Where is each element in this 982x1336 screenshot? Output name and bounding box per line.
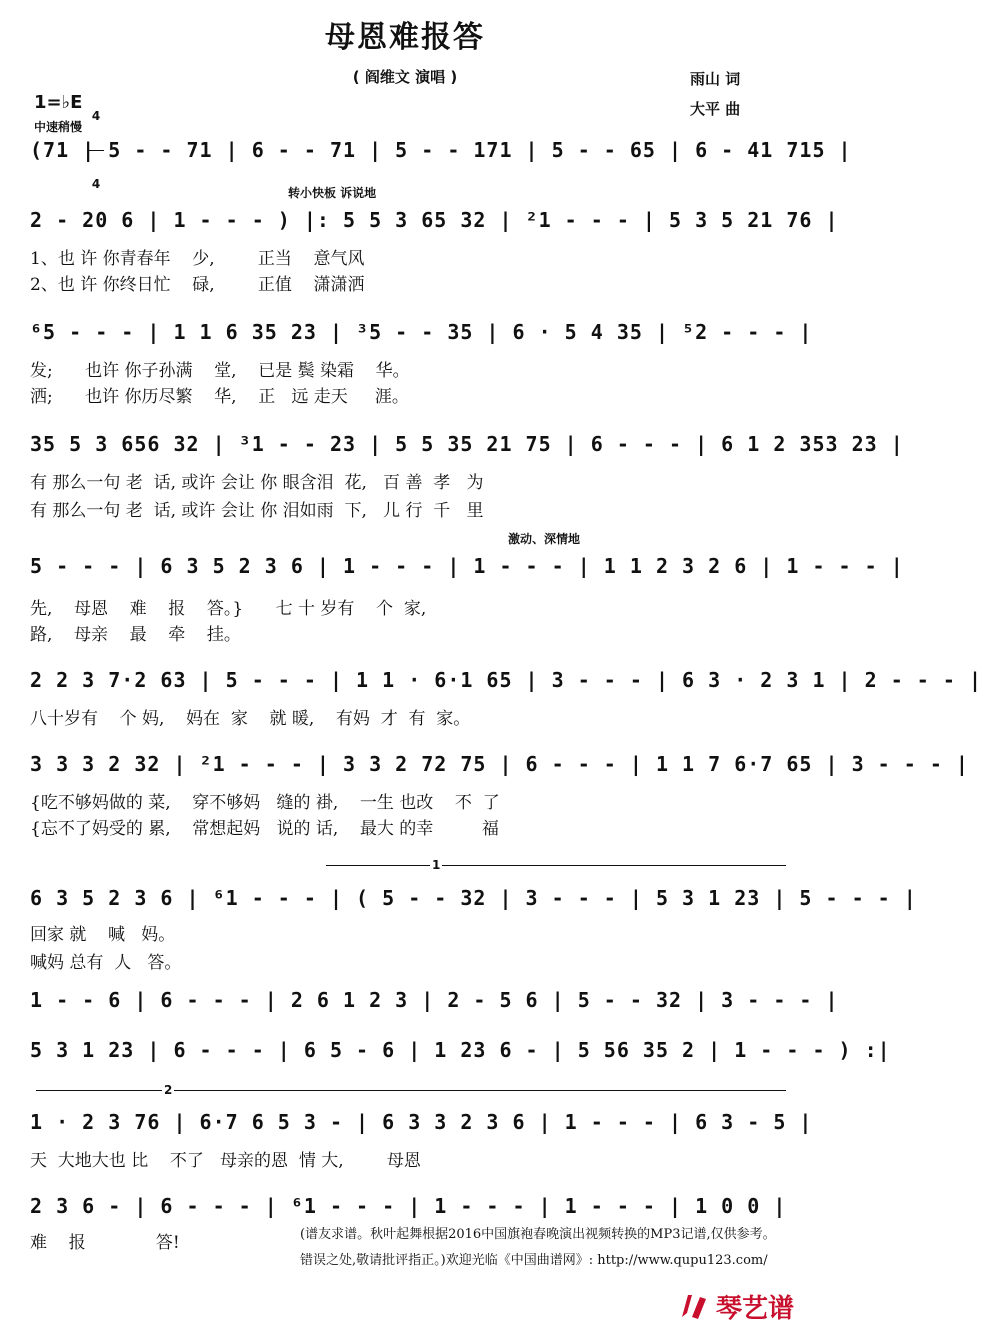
notation-row: 5 3 1 23 | 6 - - - | 6 5 - 6 | 1 23 6 - | 5 56 35 2 | 1 - - - ) :| bbox=[30, 1038, 891, 1062]
tempo-mark: 中速稍慢 bbox=[34, 120, 83, 134]
key-signature: 1=♭E bbox=[34, 92, 83, 113]
lyric-line: 2、也 许 你终日忙 碌, 正值 潇潇洒 bbox=[30, 275, 365, 295]
notation-row: 6 3 5 2 3 6 | ⁶1 - - - | ( 5 - - 32 | 3 - - - | 5 3 1 23 | 5 - - - | bbox=[30, 886, 917, 910]
notation-row: 2 - 20 6 | 1 - - - ) |: 5 5 3 65 32 | ²1 - - - | 5 3 5 21 76 | bbox=[30, 208, 839, 232]
volta-bracket-1 bbox=[326, 865, 786, 866]
song-title: 母恩难报答 bbox=[325, 20, 485, 55]
brand-name: 琴艺谱 bbox=[715, 1293, 794, 1324]
notation-row: 2 2 3 7·2 63 | 5 - - - | 1 1 · 6·1 65 | 3 - - - | 6 3 · 2 3 1 | 2 - - - | bbox=[30, 668, 982, 692]
meter-bottom: 4 bbox=[91, 177, 101, 191]
notation-row: 35 5 3 656 32 | ³1 - - 23 | 5 5 35 21 75 | 6 - - - | 6 1 2 353 23 | bbox=[30, 432, 904, 456]
lyric-line: 天 大地大也 比 不了 母亲的恩 情 大, 母恩 bbox=[30, 1151, 421, 1171]
notation-row: ⁶5 - - - | 1 1 6 35 23 | ³5 - - 35 | 6 · 5 4 35 | ⁵2 - - - | bbox=[30, 320, 813, 344]
notation-row: 5 - - - | 6 3 5 2 3 6 | 1 - - - | 1 - - - | 1 1 2 3 2 6 | 1 - - - | bbox=[30, 554, 904, 578]
lyric-line: 难 报 答! bbox=[30, 1233, 180, 1253]
volta-number-1: 1 bbox=[432, 858, 441, 872]
expression-mark-2: 激动、深情地 bbox=[508, 532, 581, 546]
composer-credit: 大平 曲 bbox=[690, 100, 741, 118]
lyric-line: 发; 也许 你子孙满 堂, 已是 鬓 染霜 华。 bbox=[30, 361, 410, 381]
volta-bracket-2 bbox=[36, 1090, 786, 1091]
music-note-icon bbox=[678, 1291, 712, 1321]
lyric-line: 先, 母恩 难 报 答。} 七 十 岁有 个 家, bbox=[30, 599, 427, 619]
lyricist-credit: 雨山 词 bbox=[690, 70, 741, 88]
expression-mark-1: 转小快板 诉说地 bbox=[288, 186, 377, 200]
lyric-line: {吃不够妈做的 菜, 穿不够妈 缝的 褂, 一生 也改 不 了 bbox=[30, 793, 500, 813]
lyric-line: 洒; 也许 你历尽繁 华, 正 远 走天 涯。 bbox=[30, 387, 409, 407]
transcription-note: (谱友求谱。秋叶起舞根据2016中国旗袍春晚演出视频转换的MP3记谱,仅供参考。错误之处,敬请批评指正。)欢迎光临《中国曲谱网》: http://www.qupu123.com/ bbox=[300, 1227, 776, 1268]
lyric-line: 有 那么一句 老 话, 或许 会让 你 眼含泪 花, 百 善 孝 为 bbox=[30, 473, 484, 493]
lyric-line: 八十岁有 个 妈, 妈在 家 就 暖, 有妈 才 有 家。 bbox=[30, 709, 471, 729]
lyric-line: 路, 母亲 最 牵 挂。 bbox=[30, 625, 241, 645]
meter-top: 4 bbox=[91, 109, 101, 123]
lyric-line: 喊妈 总有 人 答。 bbox=[30, 953, 182, 973]
singer-credit: ( 阎维文 演唱 ) bbox=[352, 68, 458, 86]
lyric-line: 1、也 许 你青春年 少, 正当 意气风 bbox=[30, 249, 365, 269]
volta-number-2: 2 bbox=[164, 1083, 173, 1097]
notation-row: (71 | 5 - - 71 | 6 - - 71 | 5 - - 171 | 5 - - 65 | 6 - 41 715 | bbox=[30, 138, 852, 162]
notation-row: 1 - - 6 | 6 - - - | 2 6 1 2 3 | 2 - 5 6 | 5 - - 32 | 3 - - - | bbox=[30, 988, 839, 1012]
lyric-line: 回家 就 喊 妈。 bbox=[30, 925, 176, 945]
site-logo[interactable] bbox=[678, 1286, 794, 1326]
lyric-line: 有 那么一句 老 话, 或许 会让 你 泪如雨 下, 儿 行 千 里 bbox=[30, 501, 484, 521]
notation-row: 3 3 3 2 32 | ²1 - - - | 3 3 2 72 75 | 6 - - - | 1 1 7 6·7 65 | 3 - - - | bbox=[30, 752, 969, 776]
lyric-line: {忘不了妈受的 累, 常想起妈 说的 话, 最大 的幸 福 bbox=[30, 819, 499, 839]
notation-row: 1 · 2 3 76 | 6·7 6 5 3 - | 6 3 3 2 3 6 | 1 - - - | 6 3 - 5 | bbox=[30, 1110, 813, 1134]
notation-row: 2 3 6 - | 6 - - - | ⁶1 - - - | 1 - - - | 1 - - - | 1 0 0 | bbox=[30, 1194, 787, 1218]
